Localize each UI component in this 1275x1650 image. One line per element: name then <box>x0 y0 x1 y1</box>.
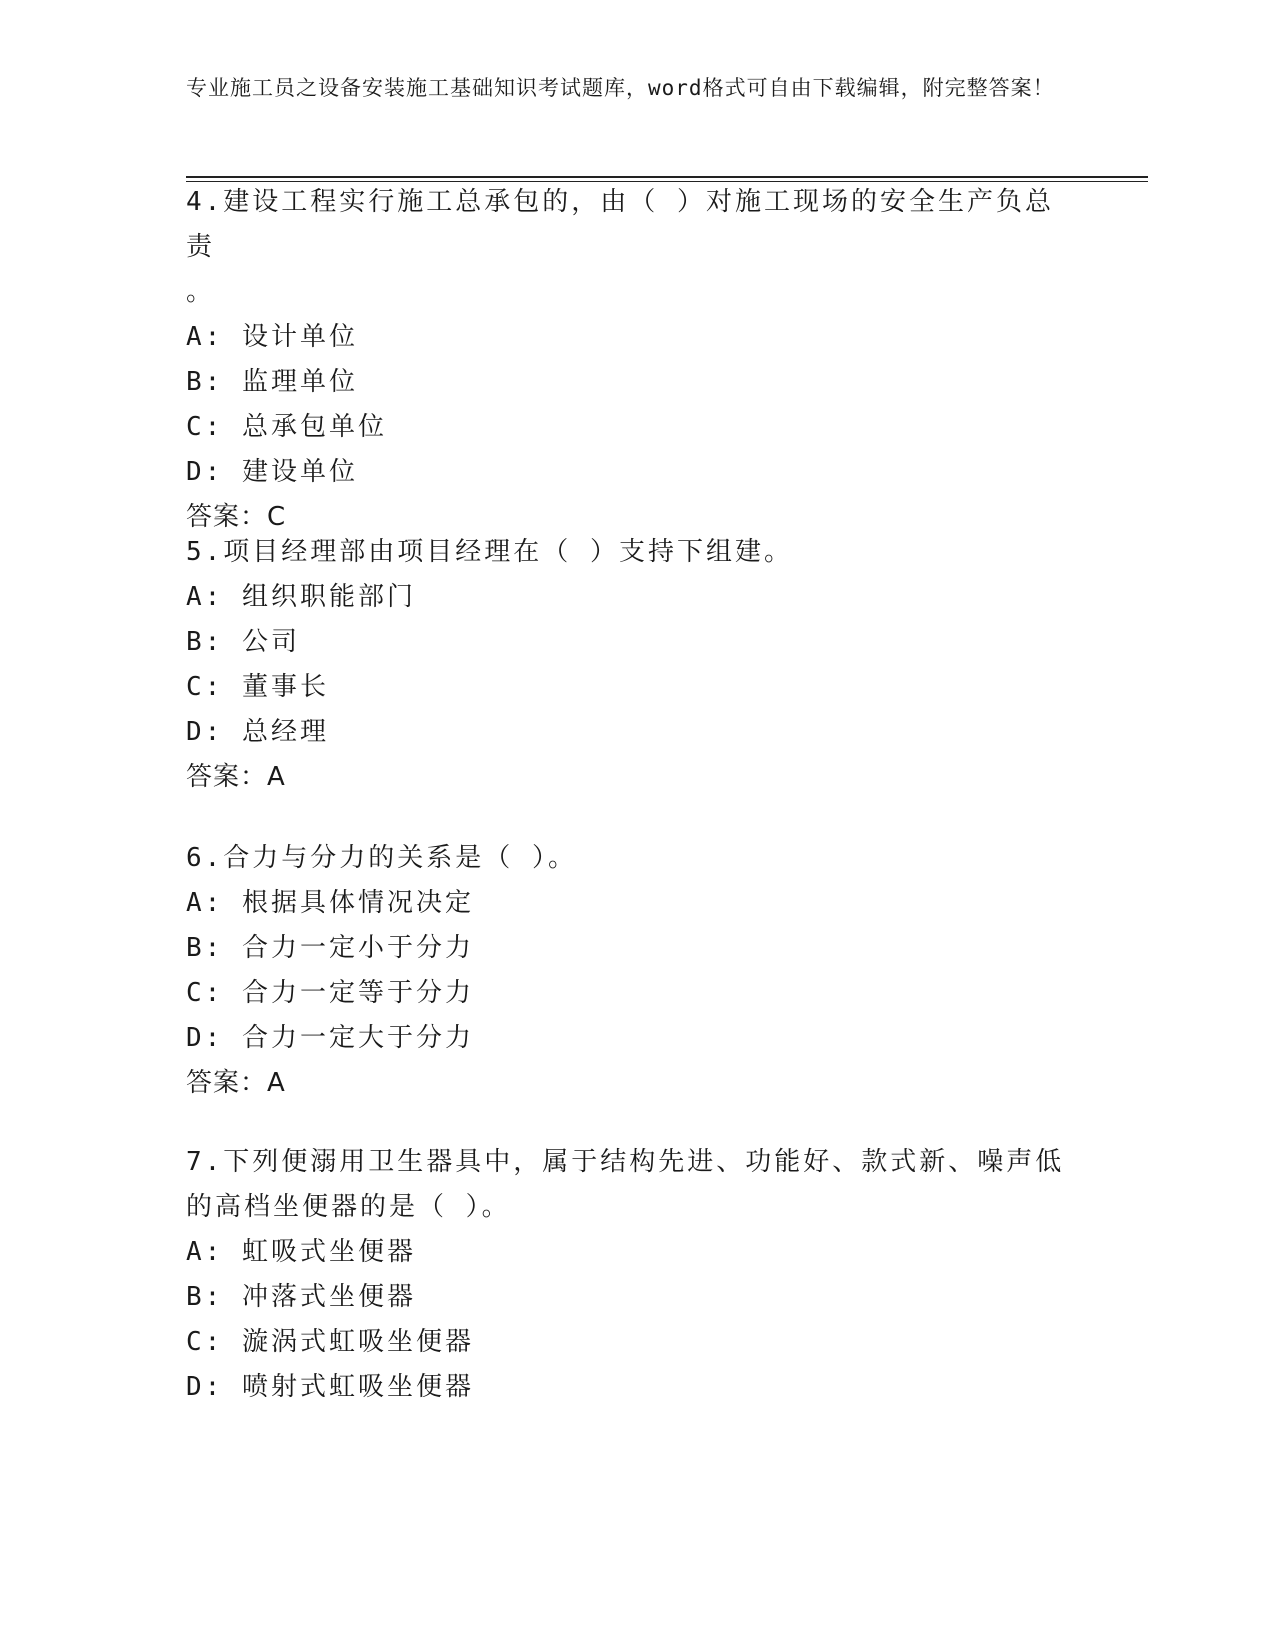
question-stem: 5.项目经理部由项目经理在（ ）支持下组建。 <box>186 537 793 567</box>
header-text: 专业施工员之设备安装施工基础知识考试题库，word格式可自由下载编辑，附完整答案！ <box>186 76 1055 100</box>
option-c: C: 合力一定等于分力 <box>186 978 474 1008</box>
answer-label: 答案：C <box>186 502 287 532</box>
option-d: D: 喷射式虹吸坐便器 <box>186 1372 474 1402</box>
question-stem: 的高档坐便器的是（ ）。 <box>186 1192 511 1222</box>
option-d: D: 建设单位 <box>186 457 358 487</box>
question-4 <box>186 180 1066 540</box>
option-b: B: 冲落式坐便器 <box>186 1282 416 1312</box>
option-c: C: 漩涡式虹吸坐便器 <box>186 1327 474 1357</box>
option-d: D: 合力一定大于分力 <box>186 1023 474 1053</box>
question-stem: 7.下列便溺用卫生器具中，属于结构先进、功能好、款式新、噪声低 <box>186 1147 1065 1177</box>
option-b: B: 监理单位 <box>186 367 358 397</box>
question-6 <box>186 836 1066 1106</box>
option-a: A: 组织职能部门 <box>186 582 416 612</box>
question-stem: 6.合力与分力的关系是（ ）。 <box>186 843 577 873</box>
option-c: C: 董事长 <box>186 672 329 702</box>
question-stem: 。 <box>186 277 216 307</box>
option-b: B: 公司 <box>186 627 300 657</box>
question-7 <box>186 1140 1066 1410</box>
option-b: B: 合力一定小于分力 <box>186 933 474 963</box>
question-stem: 4.建设工程实行施工总承包的，由（ ）对施工现场的安全生产负总责 <box>186 187 1054 262</box>
option-d: D: 总经理 <box>186 717 329 747</box>
document-header <box>186 72 1066 104</box>
option-a: A: 虹吸式坐便器 <box>186 1237 416 1267</box>
option-c: C: 总承包单位 <box>186 412 387 442</box>
question-5 <box>186 530 1066 800</box>
option-a: A: 设计单位 <box>186 322 358 352</box>
header-rule-thick <box>186 176 1148 178</box>
answer-label: 答案：A <box>186 762 286 792</box>
answer-label: 答案：A <box>186 1068 286 1098</box>
option-a: A: 根据具体情况决定 <box>186 888 474 918</box>
